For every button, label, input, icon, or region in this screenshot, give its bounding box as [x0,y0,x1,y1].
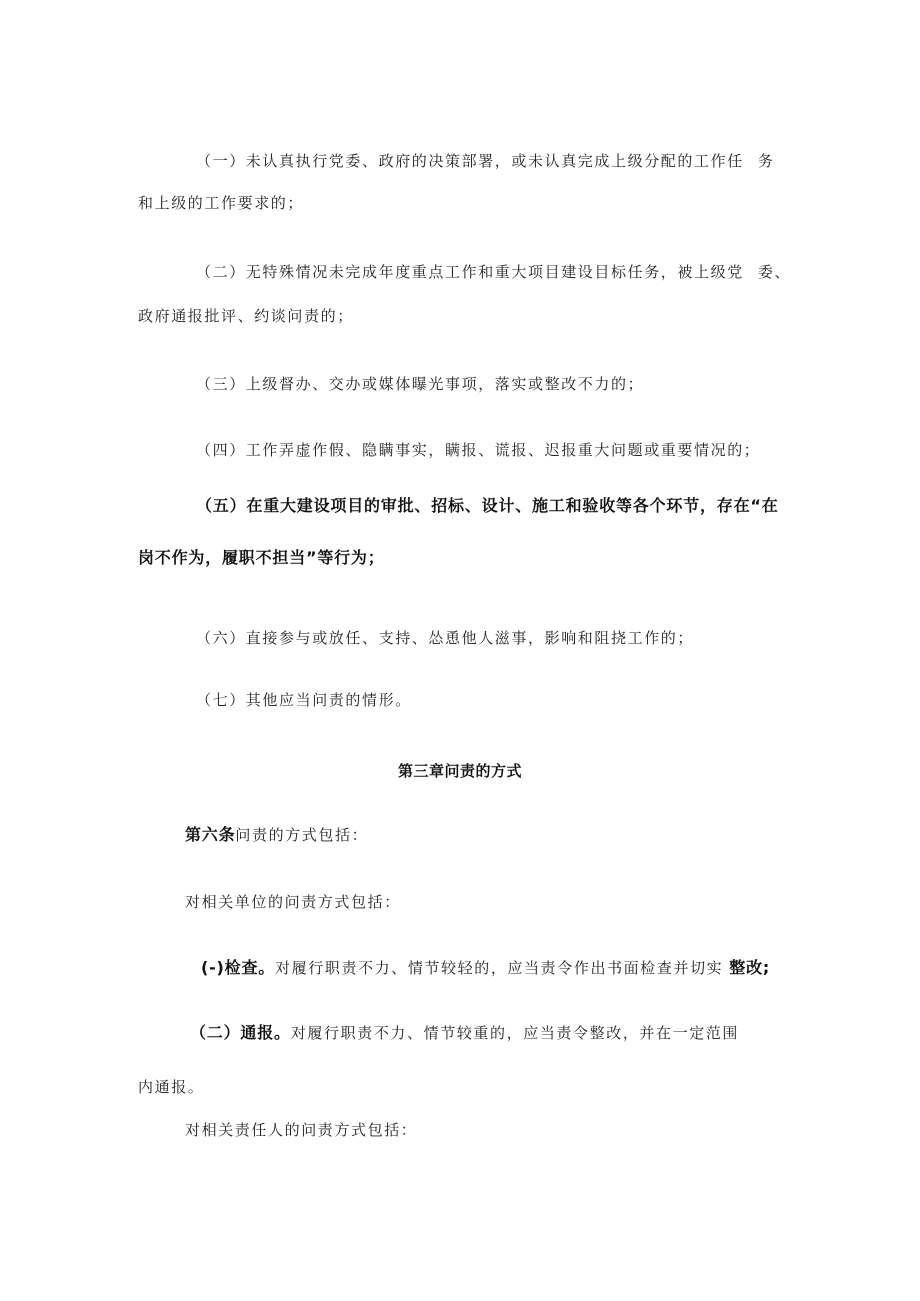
unit-method-2-text: 对履行职责不力、情节较重的，应当责令整改，并在一定范围 [290,1024,740,1042]
item-1-text: （一）未认真执行党委、政府的决策部署，或未认真完成上级分配的工作任 [196,152,744,170]
article-6-label: 第六条 [185,825,236,844]
unit-method-2-label: （二）通报。 [190,1023,291,1042]
item-4: （四）工作弄虚作假、隐瞒事实，瞒报、谎报、迟报重大问题或重要情况的； [196,441,761,459]
item-2-text: （二）无特殊情况未完成年度重点工作和重大项目建设目标任务，被上级党 [196,263,744,281]
person-intro: 对相关责任人的问责方式包括： [185,1121,418,1139]
unit-method-2 [190,1023,739,1043]
article-6 [185,825,368,845]
item-3: （三）上级督办、交办或媒体曝光事项，落实或整改不力的； [196,375,645,393]
item-7: （七）其他应当问责的情形。 [196,691,412,709]
item-5-line-2: 岗不作为，履职不担当”等行为； [138,548,385,567]
item-5-line-1: （五）在重大建设项目的审批、招标、设计、施工和验收等各个环节，存在“在 [196,496,779,515]
item-2-text-tail: 委、 [757,263,792,281]
article-6-text: 问责的方式包括： [235,826,369,844]
unit-method-1-end: 整改; [729,958,771,977]
item-2-line-1 [196,262,791,282]
item-6: （六）直接参与或放任、支持、怂恿他人滋事，影响和阻挠工作的； [196,629,695,647]
unit-intro: 对相关单位的问责方式包括： [185,893,401,911]
unit-method-1 [201,958,770,978]
unit-method-1-label: (-)检查。 [201,958,276,977]
item-2-line-2: 政府通报批评、约谈问责的； [138,307,354,325]
unit-method-2-cont: 内通报。 [138,1078,205,1096]
item-1-line-1 [196,151,774,171]
item-1-line-2: 和上级的工作要求的； [138,194,305,212]
chapter-title: 第三章问责的方式 [397,762,522,780]
unit-method-1-text: 对履行职责不力、情节较轻的，应当责令作出书面检查并切实 [275,959,724,977]
item-1-text-tail: 务 [757,152,775,170]
